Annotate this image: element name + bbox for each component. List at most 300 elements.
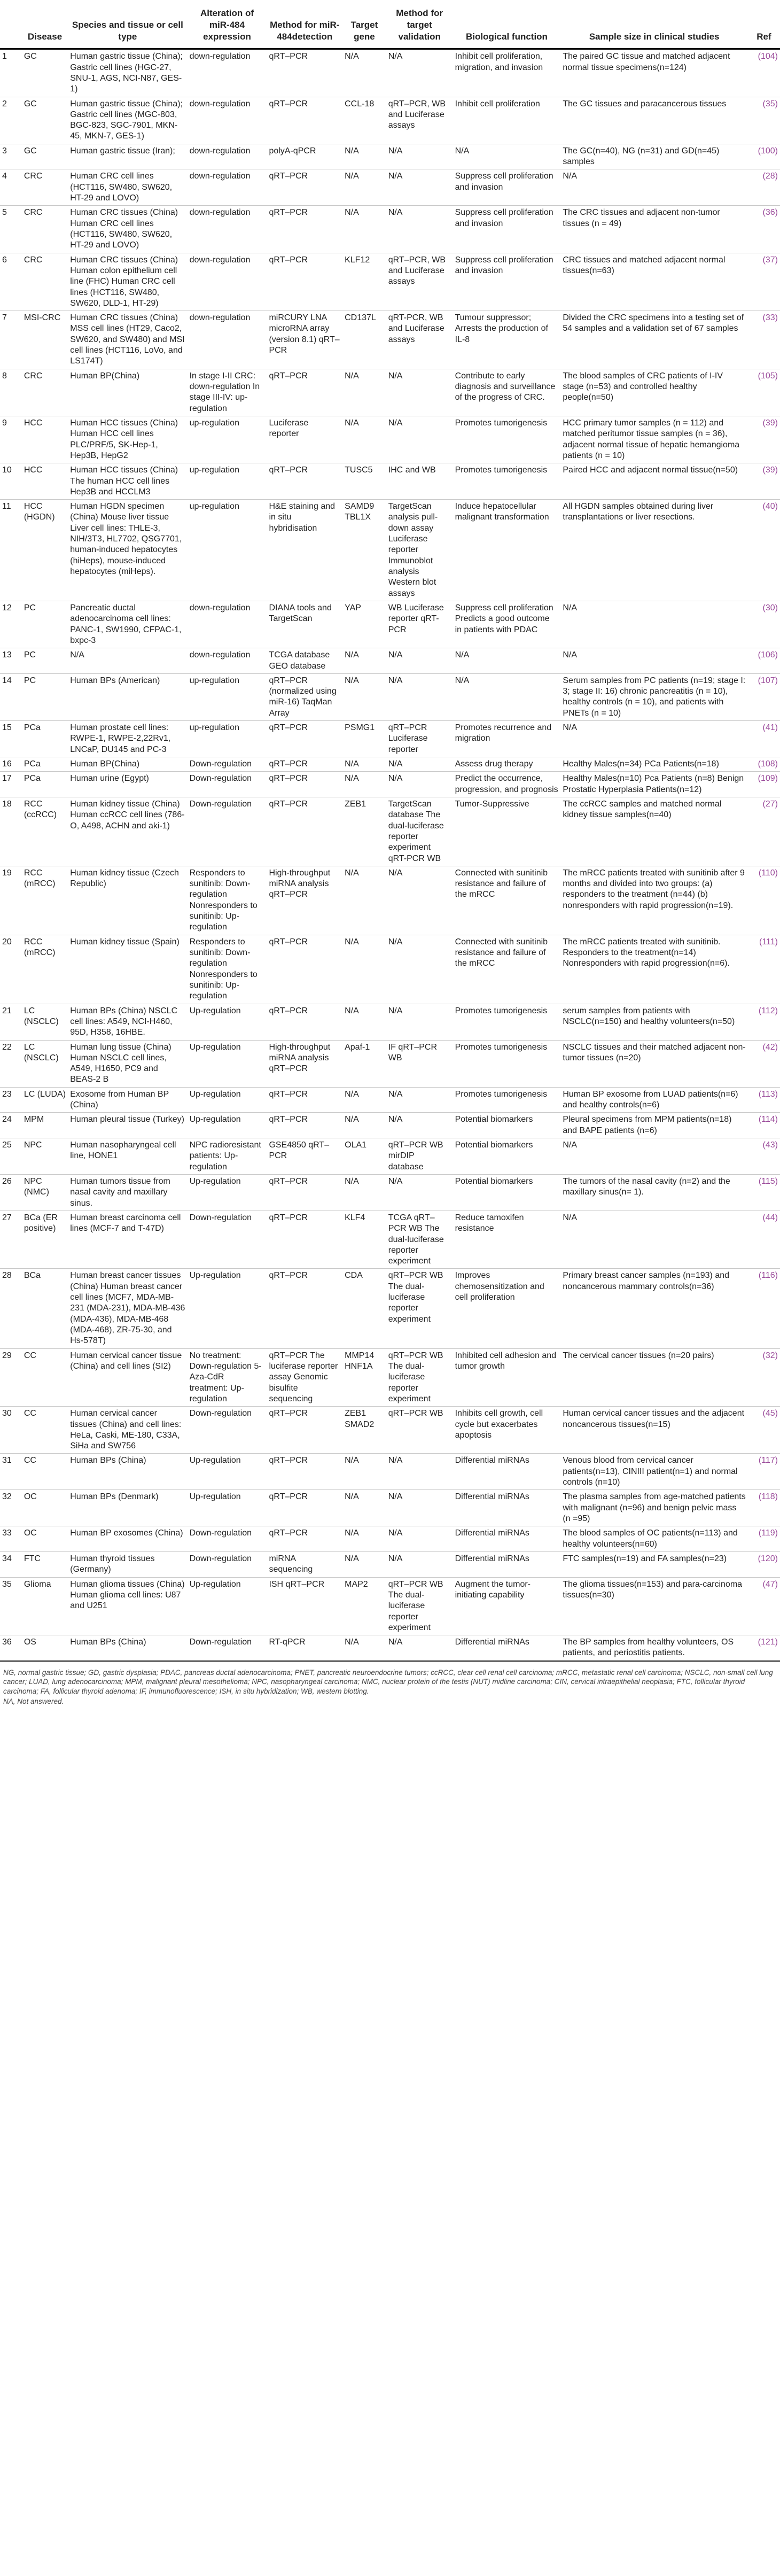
disease-cell: HCC (HGDN) xyxy=(22,500,68,601)
table-row xyxy=(0,1269,780,1348)
table-row xyxy=(0,206,780,253)
biological-function-cell: Tumor-Suppressive xyxy=(453,797,561,866)
table-row xyxy=(0,253,780,311)
species-tissue-cell: Human BPs (Denmark) xyxy=(68,1490,187,1526)
target-validation-cell: N/A xyxy=(386,369,453,416)
row-number-cell: 24 xyxy=(0,1113,22,1138)
row-number-cell: 32 xyxy=(0,1490,22,1526)
disease-cell: LC (LUDA) xyxy=(22,1087,68,1113)
col-target-validation-header: Method for target validation xyxy=(386,4,453,49)
row-number-cell: 25 xyxy=(0,1138,22,1175)
target-gene-cell: CD137L xyxy=(342,311,386,369)
table-row xyxy=(0,673,780,720)
target-validation-cell: N/A xyxy=(386,1551,453,1577)
sample-size-cell: The blood samples of OC patients(n=113) and healthy volunteers(n=60) xyxy=(560,1526,748,1552)
target-validation-cell: N/A xyxy=(386,1174,453,1211)
table-row xyxy=(0,935,780,1004)
ref-cell: (35) xyxy=(748,97,780,144)
target-validation-cell: N/A xyxy=(386,1454,453,1490)
alteration-cell: Up-regulation xyxy=(188,1490,267,1526)
row-number-cell: 20 xyxy=(0,935,22,1004)
disease-cell: RCC (mRCC) xyxy=(22,935,68,1004)
sample-size-cell: N/A xyxy=(560,1211,748,1269)
alteration-cell: Down-regulation xyxy=(188,1211,267,1269)
target-gene-cell: N/A xyxy=(342,757,386,772)
target-validation-cell: N/A xyxy=(386,1087,453,1113)
biological-function-cell: Reduce tamoxifen resistance xyxy=(453,1211,561,1269)
detection-method-cell: Luciferase reporter xyxy=(267,416,342,463)
table-row xyxy=(0,311,780,369)
row-number-cell: 33 xyxy=(0,1526,22,1552)
table-row xyxy=(0,1040,780,1087)
detection-method-cell: qRT–PCR xyxy=(267,757,342,772)
target-gene-cell: N/A xyxy=(342,1004,386,1040)
biological-function-cell: N/A xyxy=(453,673,561,720)
table-row xyxy=(0,97,780,144)
disease-cell: OS xyxy=(22,1635,68,1661)
species-tissue-cell: Human tumors tissue from nasal cavity and maxillary sinus. xyxy=(68,1174,187,1211)
target-gene-cell: N/A xyxy=(342,1490,386,1526)
row-number-cell: 29 xyxy=(0,1348,22,1407)
table-row xyxy=(0,416,780,463)
row-number-cell: 3 xyxy=(0,144,22,169)
biological-function-cell: Inhibited cell adhesion and tumor growth xyxy=(453,1348,561,1407)
detection-method-cell: H&E staining and in situ hybridisation xyxy=(267,500,342,601)
table-row xyxy=(0,1174,780,1211)
table-row xyxy=(0,1577,780,1635)
species-tissue-cell: Human thyroid tissues (Germany) xyxy=(68,1551,187,1577)
target-validation-cell: N/A xyxy=(386,49,453,97)
alteration-cell: Down-regulation xyxy=(188,1526,267,1552)
table-row xyxy=(0,1526,780,1552)
target-validation-cell: qRT–PCR WB The dual-luciferase reporter experiment xyxy=(386,1577,453,1635)
species-tissue-cell: Human HCC tissues (China) Human HCC cell lines PLC/PRF/5, SK-Hep-1, Hep3B, HepG2 xyxy=(68,416,187,463)
disease-cell: GC xyxy=(22,49,68,97)
row-number-cell: 30 xyxy=(0,1407,22,1454)
detection-method-cell: GSE4850 qRT–PCR xyxy=(267,1138,342,1175)
sample-size-cell: The mRCC patients treated with sunitinib after 9 months and divided into two groups: (a) responders to the treatment (n=44) (b) nonresponders with rapid progression(n=19). xyxy=(560,866,748,935)
ref-cell: (106) xyxy=(748,648,780,674)
target-gene-cell: SAMD9 TBL1X xyxy=(342,500,386,601)
sample-size-cell: N/A xyxy=(560,648,748,674)
alteration-cell: down-regulation xyxy=(188,49,267,97)
ref-cell: (47) xyxy=(748,1577,780,1635)
species-tissue-cell: Human kidney tissue (China) Human ccRCC cell lines (786-O, A498, ACHN and aki-1) xyxy=(68,797,187,866)
table-body xyxy=(0,49,780,1661)
species-tissue-cell: Human BPs (China) NSCLC cell lines: A549, NCI-H460, 95D, H358, 16HBE. xyxy=(68,1004,187,1040)
disease-cell: CC xyxy=(22,1348,68,1407)
disease-cell: RCC (mRCC) xyxy=(22,866,68,935)
ref-cell: (116) xyxy=(748,1269,780,1348)
alteration-cell: up-regulation xyxy=(188,463,267,500)
sample-size-cell: Divided the CRC specimens into a testing set of 54 samples and a validation set of 67 samples xyxy=(560,311,748,369)
row-number-cell: 11 xyxy=(0,500,22,601)
species-tissue-cell: Human glioma tissues (China) Human glioma cell lines: U87 and U251 xyxy=(68,1577,187,1635)
ref-cell: (44) xyxy=(748,1211,780,1269)
ref-cell: (114) xyxy=(748,1113,780,1138)
row-number-cell: 23 xyxy=(0,1087,22,1113)
target-gene-cell: N/A xyxy=(342,144,386,169)
biological-function-cell: Differential miRNAs xyxy=(453,1454,561,1490)
alteration-cell: Up-regulation xyxy=(188,1454,267,1490)
table-row xyxy=(0,144,780,169)
detection-method-cell: qRT–PCR The luciferase reporter assay Genomic bisulfite sequencing xyxy=(267,1348,342,1407)
table-row xyxy=(0,601,780,648)
ref-cell: (107) xyxy=(748,673,780,720)
target-gene-cell: N/A xyxy=(342,169,386,206)
biological-function-cell: Inhibit cell proliferation, migration, and invasion xyxy=(453,49,561,97)
target-gene-cell: N/A xyxy=(342,49,386,97)
target-validation-cell: N/A xyxy=(386,757,453,772)
target-gene-cell: N/A xyxy=(342,1174,386,1211)
row-number-cell: 6 xyxy=(0,253,22,311)
target-validation-cell: qRT–PCR WB The dual-luciferase reporter experiment xyxy=(386,1269,453,1348)
disease-cell: CRC xyxy=(22,369,68,416)
table-row xyxy=(0,757,780,772)
alteration-cell: Up-regulation xyxy=(188,1174,267,1211)
detection-method-cell: ISH qRT–PCR xyxy=(267,1577,342,1635)
disease-cell: PC xyxy=(22,601,68,648)
alteration-cell: Up-regulation xyxy=(188,1577,267,1635)
species-tissue-cell: Human BPs (American) xyxy=(68,673,187,720)
sample-size-cell: serum samples from patients with NSCLC(n=150) and healthy volunteers(n=50) xyxy=(560,1004,748,1040)
alteration-cell: Up-regulation xyxy=(188,1087,267,1113)
sample-size-cell: Human cervical cancer tissues and the adjacent noncancerous tissues(n=15) xyxy=(560,1407,748,1454)
table-row xyxy=(0,1113,780,1138)
target-validation-cell: N/A xyxy=(386,1004,453,1040)
detection-method-cell: polyA-qPCR xyxy=(267,144,342,169)
disease-cell: PCa xyxy=(22,721,68,757)
row-number-cell: 13 xyxy=(0,648,22,674)
alteration-cell: down-regulation xyxy=(188,648,267,674)
sample-size-cell: The ccRCC samples and matched normal kidney tissue samples(n=40) xyxy=(560,797,748,866)
row-number-cell: 18 xyxy=(0,797,22,866)
species-tissue-cell: Human urine (Egypt) xyxy=(68,772,187,797)
alteration-cell: Up-regulation xyxy=(188,1269,267,1348)
biological-function-cell: Connected with sunitinib resistance and failure of the mRCC xyxy=(453,866,561,935)
sample-size-cell: N/A xyxy=(560,1138,748,1175)
table-row xyxy=(0,1211,780,1269)
row-number-cell: 1 xyxy=(0,49,22,97)
row-number-cell: 15 xyxy=(0,721,22,757)
detection-method-cell: qRT–PCR xyxy=(267,169,342,206)
biological-function-cell: Suppress cell proliferation and invasion xyxy=(453,169,561,206)
table-row xyxy=(0,721,780,757)
disease-cell: LC (NSCLC) xyxy=(22,1004,68,1040)
alteration-cell: up-regulation xyxy=(188,721,267,757)
alteration-cell: In stage I-II CRC: down-regulation In stage III-IV: up-regulation xyxy=(188,369,267,416)
target-gene-cell: N/A xyxy=(342,1113,386,1138)
alteration-cell: Responders to sunitinib: Down-regulation Nonresponders to sunitinib: Up-regulation xyxy=(188,935,267,1004)
disease-cell: BCa xyxy=(22,1269,68,1348)
sample-size-cell: NSCLC tissues and their matched adjacent non-tumor tissues (n=20) xyxy=(560,1040,748,1087)
detection-method-cell: DIANA tools and TargetScan xyxy=(267,601,342,648)
ref-cell: (121) xyxy=(748,1635,780,1661)
target-validation-cell: TargetScan analysis pull-down assay Luciferase reporter Immunoblot analysis Western blot assays xyxy=(386,500,453,601)
col-target-gene-header: Target gene xyxy=(342,4,386,49)
ref-cell: (39) xyxy=(748,463,780,500)
detection-method-cell: miRNA sequencing xyxy=(267,1551,342,1577)
species-tissue-cell: Human BPs (China) xyxy=(68,1454,187,1490)
sample-size-cell: Primary breast cancer samples (n=193) and noncancerous mammary controls(n=36) xyxy=(560,1269,748,1348)
target-validation-cell: IF qRT–PCR WB xyxy=(386,1040,453,1087)
ref-cell: (105) xyxy=(748,369,780,416)
detection-method-cell: qRT–PCR xyxy=(267,1490,342,1526)
species-tissue-cell: Human CRC cell lines (HCT116, SW480, SW620, HT-29 and LOVO) xyxy=(68,169,187,206)
ref-cell: (110) xyxy=(748,866,780,935)
species-tissue-cell: Human gastric tissue (China); Gastric cell lines (HGC-27, SNU-1, AGS, NCI-N87, GES-1) xyxy=(68,49,187,97)
detection-method-cell: qRT–PCR xyxy=(267,797,342,866)
disease-cell: RCC (ccRCC) xyxy=(22,797,68,866)
alteration-cell: NPC radioresistant patients: Up-regulation xyxy=(188,1138,267,1175)
species-tissue-cell: Human CRC tissues (China) Human colon epithelium cell line (FHC) Human CRC cell lines (HCT116, SW480, SW620, DLD-1, HT-29) xyxy=(68,253,187,311)
species-tissue-cell: Human BPs (China) xyxy=(68,1635,187,1661)
target-gene-cell: N/A xyxy=(342,416,386,463)
table-row xyxy=(0,648,780,674)
alteration-cell: Responders to sunitinib: Down-regulation Nonresponders to sunitinib: Up-regulation xyxy=(188,866,267,935)
ref-cell: (36) xyxy=(748,206,780,253)
detection-method-cell: High-throughput miRNA analysis qRT–PCR xyxy=(267,1040,342,1087)
biological-function-cell: Differential miRNAs xyxy=(453,1551,561,1577)
row-number-cell: 34 xyxy=(0,1551,22,1577)
target-gene-cell: N/A xyxy=(342,673,386,720)
table-row xyxy=(0,49,780,97)
sample-size-cell: The mRCC patients treated with sunitinib. Responders to the treatment(n=14) Nonresponders with rapid progression(n=6). xyxy=(560,935,748,1004)
target-gene-cell: ZEB1 xyxy=(342,797,386,866)
ref-cell: (104) xyxy=(748,49,780,97)
ref-cell: (40) xyxy=(748,500,780,601)
sample-size-cell: FTC samples(n=19) and FA samples(n=23) xyxy=(560,1551,748,1577)
table-row xyxy=(0,1087,780,1113)
ref-cell: (112) xyxy=(748,1004,780,1040)
biological-function-cell: Connected with sunitinib resistance and failure of the mRCC xyxy=(453,935,561,1004)
target-gene-cell: KLF12 xyxy=(342,253,386,311)
target-gene-cell: N/A xyxy=(342,369,386,416)
alteration-cell: up-regulation xyxy=(188,500,267,601)
target-validation-cell: N/A xyxy=(386,1113,453,1138)
target-validation-cell: WB Luciferase reporter qRT-PCR xyxy=(386,601,453,648)
target-validation-cell: qRT–PCR, WB and Luciferase assays xyxy=(386,253,453,311)
detection-method-cell: qRT–PCR xyxy=(267,772,342,797)
alteration-cell: up-regulation xyxy=(188,673,267,720)
detection-method-cell: miRCURY LNA microRNA array (version 8.1) qRT–PCR xyxy=(267,311,342,369)
table-row xyxy=(0,1138,780,1175)
biological-function-cell: Promotes tumorigenesis xyxy=(453,1087,561,1113)
target-gene-cell: N/A xyxy=(342,648,386,674)
target-gene-cell: N/A xyxy=(342,1454,386,1490)
target-validation-cell: qRT–PCR, WB and Luciferase assays xyxy=(386,97,453,144)
detection-method-cell: qRT–PCR xyxy=(267,1174,342,1211)
sample-size-cell: The tumors of the nasal cavity (n=2) and the maxillary sinus(n= 1). xyxy=(560,1174,748,1211)
row-number-cell: 28 xyxy=(0,1269,22,1348)
detection-method-cell: qRT–PCR xyxy=(267,721,342,757)
detection-method-cell: qRT–PCR xyxy=(267,935,342,1004)
species-tissue-cell: Exosome from Human BP (China) xyxy=(68,1087,187,1113)
biological-function-cell: Inhibits cell growth, cell cycle but exacerbates apoptosis xyxy=(453,1407,561,1454)
sample-size-cell: HCC primary tumor samples (n = 112) and matched peritumor tissue samples (n = 36), adjacent normal tissue of hepatic hemangioma patients (n = 10) xyxy=(560,416,748,463)
disease-cell: PC xyxy=(22,673,68,720)
biological-function-cell: Augment the tumor-initiating capability xyxy=(453,1577,561,1635)
table-row xyxy=(0,500,780,601)
target-gene-cell: OLA1 xyxy=(342,1138,386,1175)
alteration-cell: Down-regulation xyxy=(188,1551,267,1577)
sample-size-cell: The GC tissues and paracancerous tissues xyxy=(560,97,748,144)
disease-cell: BCa (ER positive) xyxy=(22,1211,68,1269)
biological-function-cell: Differential miRNAs xyxy=(453,1526,561,1552)
alteration-cell: down-regulation xyxy=(188,144,267,169)
species-tissue-cell: Human cervical cancer tissue (China) and cell lines (SI2) xyxy=(68,1348,187,1407)
ref-cell: (32) xyxy=(748,1348,780,1407)
table-row xyxy=(0,1407,780,1454)
row-number-cell: 21 xyxy=(0,1004,22,1040)
detection-method-cell: qRT–PCR xyxy=(267,1211,342,1269)
table-row xyxy=(0,866,780,935)
ref-cell: (108) xyxy=(748,757,780,772)
target-validation-cell: N/A xyxy=(386,169,453,206)
alteration-cell: Up-regulation xyxy=(188,1004,267,1040)
row-number-cell: 5 xyxy=(0,206,22,253)
biological-function-cell: Differential miRNAs xyxy=(453,1635,561,1661)
biological-function-cell: Predict the occurrence, progression, and prognosis xyxy=(453,772,561,797)
biological-function-cell: N/A xyxy=(453,648,561,674)
disease-cell: HCC xyxy=(22,463,68,500)
species-tissue-cell: Human HGDN specimen (China) Mouse liver tissue Liver cell lines: THLE-3, NIH/3T3, HL7702, QSG7701, human-induced hepatocytes (hiHeps), mouse-induced hepatocytes (miHeps). xyxy=(68,500,187,601)
table-row xyxy=(0,1551,780,1577)
alteration-cell: Down-regulation xyxy=(188,797,267,866)
table-row xyxy=(0,369,780,416)
target-validation-cell: N/A xyxy=(386,648,453,674)
target-gene-cell: N/A xyxy=(342,772,386,797)
alteration-cell: Down-regulation xyxy=(188,772,267,797)
target-gene-cell: N/A xyxy=(342,935,386,1004)
ref-cell: (33) xyxy=(748,311,780,369)
ref-cell: (27) xyxy=(748,797,780,866)
sample-size-cell: The blood samples of CRC patients of I-IV stage (n=53) and controlled healthy people(n=50) xyxy=(560,369,748,416)
alteration-cell: down-regulation xyxy=(188,253,267,311)
target-validation-cell: qRT–PCR WB The dual-luciferase reporter experiment xyxy=(386,1348,453,1407)
row-number-cell: 35 xyxy=(0,1577,22,1635)
table-row xyxy=(0,772,780,797)
row-number-cell: 22 xyxy=(0,1040,22,1087)
detection-method-cell: TCGA database GEO database xyxy=(267,648,342,674)
table-row xyxy=(0,1490,780,1526)
biological-function-cell: Promotes tumorigenesis xyxy=(453,1004,561,1040)
row-number-cell: 8 xyxy=(0,369,22,416)
detection-method-cell: qRT–PCR xyxy=(267,49,342,97)
species-tissue-cell: Human kidney tissue (Spain) xyxy=(68,935,187,1004)
target-gene-cell: TUSC5 xyxy=(342,463,386,500)
disease-cell: HCC xyxy=(22,416,68,463)
biological-function-cell: Improves chemosensitization and cell proliferation xyxy=(453,1269,561,1348)
disease-cell: OC xyxy=(22,1526,68,1552)
biological-function-cell: Contribute to early diagnosis and surveillance of the progress of CRC. xyxy=(453,369,561,416)
biological-function-cell: N/A xyxy=(453,144,561,169)
target-gene-cell: CCL-18 xyxy=(342,97,386,144)
biological-function-cell: Suppress cell proliferation and invasion xyxy=(453,253,561,311)
detection-method-cell: qRT–PCR xyxy=(267,97,342,144)
detection-method-cell: qRT–PCR xyxy=(267,1526,342,1552)
ref-cell: (42) xyxy=(748,1040,780,1087)
target-validation-cell: N/A xyxy=(386,935,453,1004)
detection-method-cell: qRT–PCR xyxy=(267,463,342,500)
target-validation-cell: TargetScan database The dual-luciferase reporter experiment qRT-PCR WB xyxy=(386,797,453,866)
alteration-cell: down-regulation xyxy=(188,169,267,206)
mir484-table xyxy=(0,4,780,1662)
ref-cell: (41) xyxy=(748,721,780,757)
disease-cell: MSI-CRC xyxy=(22,311,68,369)
table-row xyxy=(0,1635,780,1661)
species-tissue-cell: Human gastric tissue (China); Gastric cell lines (MGC-803, BGC-823, SGC-7901, MKN-45, MKN-7, GES-1) xyxy=(68,97,187,144)
alteration-cell: Down-regulation xyxy=(188,1635,267,1661)
alteration-cell: Up-regulation xyxy=(188,1113,267,1138)
disease-cell: PCa xyxy=(22,772,68,797)
species-tissue-cell: Human prostate cell lines: RWPE-1, RWPE-2,22Rv1, LNCaP, DU145 and PC-3 xyxy=(68,721,187,757)
ref-cell: (113) xyxy=(748,1087,780,1113)
target-gene-cell: N/A xyxy=(342,866,386,935)
sample-size-cell: Human BP exosome from LUAD patients(n=6) and healthy controls(n=6) xyxy=(560,1087,748,1113)
row-number-cell: 9 xyxy=(0,416,22,463)
detection-method-cell: qRT–PCR xyxy=(267,1407,342,1454)
species-tissue-cell: Human nasopharyngeal cell line, HONE1 xyxy=(68,1138,187,1175)
table-row xyxy=(0,1348,780,1407)
ref-cell: (100) xyxy=(748,144,780,169)
biological-function-cell: Promotes tumorigenesis xyxy=(453,463,561,500)
ref-cell: (119) xyxy=(748,1526,780,1552)
target-validation-cell: TCGA qRT–PCR WB The dual-luciferase reporter experiment xyxy=(386,1211,453,1269)
species-tissue-cell: Human lung tissue (China) Human NSCLC cell lines, A549, H1650, PC9 and BEAS-2 B xyxy=(68,1040,187,1087)
disease-cell: Glioma xyxy=(22,1577,68,1635)
disease-cell: GC xyxy=(22,97,68,144)
biological-function-cell: Suppress cell proliferation and invasion xyxy=(453,206,561,253)
target-validation-cell: N/A xyxy=(386,206,453,253)
header-row xyxy=(0,4,780,49)
target-gene-cell: N/A xyxy=(342,1087,386,1113)
alteration-cell: Down-regulation xyxy=(188,757,267,772)
ref-cell: (37) xyxy=(748,253,780,311)
table-row xyxy=(0,1004,780,1040)
target-validation-cell: N/A xyxy=(386,866,453,935)
species-tissue-cell: Human kidney tissue (Czech Republic) xyxy=(68,866,187,935)
row-number-cell: 31 xyxy=(0,1454,22,1490)
ref-cell: (43) xyxy=(748,1138,780,1175)
target-gene-cell: MAP2 xyxy=(342,1577,386,1635)
disease-cell: OC xyxy=(22,1490,68,1526)
ref-cell: (115) xyxy=(748,1174,780,1211)
sample-size-cell: Serum samples from PC patients (n=19; stage I: 3; stage II: 16) chronic pancreatitis (n = 10), healthy controls (n = 10), and patients with PNETs (n = 10) xyxy=(560,673,748,720)
sample-size-cell: N/A xyxy=(560,169,748,206)
target-gene-cell: MMP14 HNF1A xyxy=(342,1348,386,1407)
row-number-cell: 12 xyxy=(0,601,22,648)
detection-method-cell: qRT–PCR xyxy=(267,1113,342,1138)
detection-method-cell: qRT–PCR xyxy=(267,253,342,311)
target-gene-cell: N/A xyxy=(342,1551,386,1577)
col-number-header xyxy=(0,4,22,49)
target-gene-cell: Apaf-1 xyxy=(342,1040,386,1087)
species-tissue-cell: Human HCC tissues (China) The human HCC cell lines Hep3B and HCCLM3 xyxy=(68,463,187,500)
ref-cell: (118) xyxy=(748,1490,780,1526)
biological-function-cell: Promotes tumorigenesis xyxy=(453,416,561,463)
col-species-header: Species and tissue or cell type xyxy=(68,4,187,49)
target-validation-cell: N/A xyxy=(386,1635,453,1661)
disease-cell: GC xyxy=(22,144,68,169)
target-gene-cell: N/A xyxy=(342,1526,386,1552)
target-gene-cell: N/A xyxy=(342,206,386,253)
row-number-cell: 17 xyxy=(0,772,22,797)
detection-method-cell: qRT–PCR (normalized using miR-16) TaqMan Array xyxy=(267,673,342,720)
target-gene-cell: YAP xyxy=(342,601,386,648)
row-number-cell: 14 xyxy=(0,673,22,720)
row-number-cell: 26 xyxy=(0,1174,22,1211)
